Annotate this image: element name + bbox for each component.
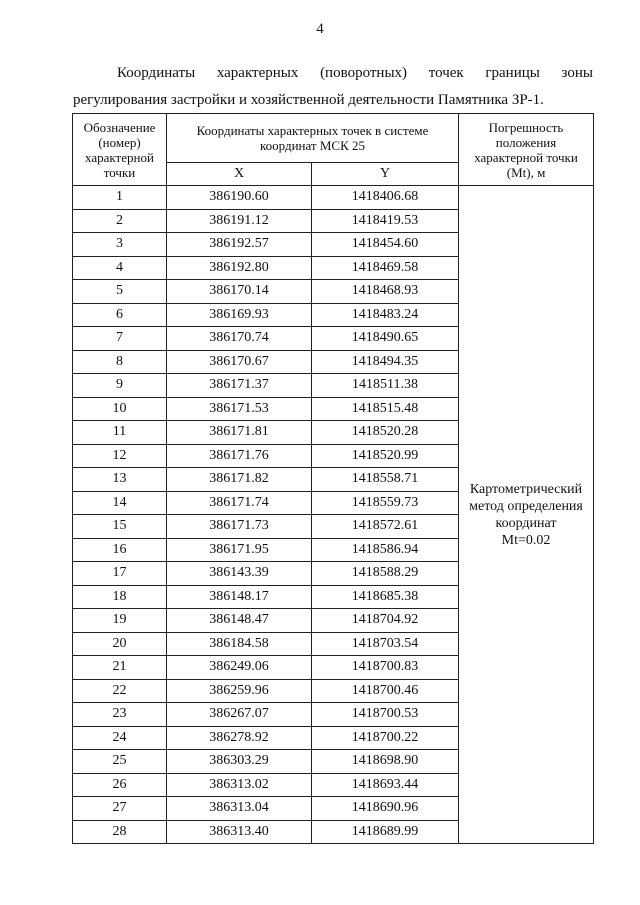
y-coordinate-cell: 1418515.48 — [312, 397, 459, 421]
point-number-cell: 9 — [73, 374, 167, 398]
x-coordinate-cell: 386143.39 — [167, 562, 312, 586]
x-coordinate-cell: 386170.74 — [167, 327, 312, 351]
x-coordinate-cell: 386267.07 — [167, 703, 312, 727]
header-point-number — [73, 114, 167, 186]
y-coordinate-cell: 1418700.53 — [312, 703, 459, 727]
header-point-line: Обозначение — [83, 119, 156, 135]
intro-paragraph — [73, 60, 593, 114]
point-number-cell: 11 — [73, 421, 167, 445]
y-coordinate-cell: 1418572.61 — [312, 515, 459, 539]
point-number-cell: 27 — [73, 797, 167, 821]
error-method-cell — [459, 186, 594, 844]
intro-word: (поворотных) — [320, 65, 408, 81]
y-coordinate-cell: 1418700.22 — [312, 726, 459, 750]
y-coordinate-cell: 1418698.90 — [312, 750, 459, 774]
x-coordinate-cell: 386184.58 — [167, 632, 312, 656]
point-number-cell: 5 — [73, 280, 167, 304]
y-coordinate-cell: 1418559.73 — [312, 491, 459, 515]
x-coordinate-cell: 386313.04 — [167, 797, 312, 821]
header-error — [459, 114, 594, 186]
x-coordinate-cell: 386171.95 — [167, 538, 312, 562]
point-number-cell: 6 — [73, 303, 167, 327]
point-number-cell: 2 — [73, 209, 167, 233]
x-coordinate-cell: 386171.81 — [167, 421, 312, 445]
y-coordinate-cell: 1418700.46 — [312, 679, 459, 703]
x-coordinate-cell: 386303.29 — [167, 750, 312, 774]
x-coordinate-cell: 386313.02 — [167, 773, 312, 797]
x-coordinate-cell: 386171.37 — [167, 374, 312, 398]
point-number-cell: 13 — [73, 468, 167, 492]
y-coordinate-cell: 1418586.94 — [312, 538, 459, 562]
point-number-cell: 1 — [73, 186, 167, 210]
point-number-cell: 28 — [73, 820, 167, 844]
point-number-cell: 25 — [73, 750, 167, 774]
header-point-line: (номер) — [98, 134, 141, 150]
y-coordinate-cell: 1418406.68 — [312, 186, 459, 210]
point-number-cell: 22 — [73, 679, 167, 703]
page-number: 4 — [316, 21, 324, 37]
intro-word: зоны — [561, 65, 593, 81]
x-coordinate-cell: 386171.82 — [167, 468, 312, 492]
intro-line-1 — [73, 60, 593, 87]
x-coordinate-cell: 386171.74 — [167, 491, 312, 515]
point-number-cell: 4 — [73, 256, 167, 280]
x-coordinate-cell: 386192.57 — [167, 233, 312, 257]
intro-word: характерных — [216, 65, 299, 81]
y-coordinate-cell: 1418419.53 — [312, 209, 459, 233]
point-number-cell: 3 — [73, 233, 167, 257]
point-number-cell: 21 — [73, 656, 167, 680]
x-coordinate-cell: 386148.47 — [167, 609, 312, 633]
y-coordinate-cell: 1418588.29 — [312, 562, 459, 586]
point-number-cell: 12 — [73, 444, 167, 468]
x-coordinate-cell: 386191.12 — [167, 209, 312, 233]
error-method-line: Картометрический — [469, 481, 583, 497]
point-number-cell: 7 — [73, 327, 167, 351]
point-number-cell: 15 — [73, 515, 167, 539]
x-coordinate-cell: 386278.92 — [167, 726, 312, 750]
header-y: Y — [312, 163, 459, 186]
x-coordinate-cell: 386170.67 — [167, 350, 312, 374]
header-point-line: точки — [103, 164, 136, 180]
x-coordinate-cell: 386192.80 — [167, 256, 312, 280]
intro-word: границы — [485, 65, 540, 81]
header-error-line: Погрешность — [488, 119, 564, 135]
y-coordinate-cell: 1418469.58 — [312, 256, 459, 280]
header-error-line: положения — [495, 134, 557, 150]
x-coordinate-cell: 386169.93 — [167, 303, 312, 327]
error-method-line: координат — [495, 515, 557, 531]
point-number-cell: 8 — [73, 350, 167, 374]
error-method-line: метод определения — [469, 498, 583, 514]
y-coordinate-cell: 1418494.35 — [312, 350, 459, 374]
point-number-cell: 23 — [73, 703, 167, 727]
point-number-cell: 20 — [73, 632, 167, 656]
x-coordinate-cell: 386171.73 — [167, 515, 312, 539]
x-coordinate-cell: 386190.60 — [167, 186, 312, 210]
point-number-cell: 19 — [73, 609, 167, 633]
point-number-cell: 17 — [73, 562, 167, 586]
y-coordinate-cell: 1418490.65 — [312, 327, 459, 351]
header-error-line: (Mt), м — [506, 164, 546, 180]
point-number-cell: 24 — [73, 726, 167, 750]
point-number-cell: 18 — [73, 585, 167, 609]
y-coordinate-cell: 1418468.93 — [312, 280, 459, 304]
x-coordinate-cell: 386171.53 — [167, 397, 312, 421]
header-system-line: координат МСК 25 — [259, 138, 366, 153]
y-coordinate-cell: 1418520.99 — [312, 444, 459, 468]
point-number-cell: 26 — [73, 773, 167, 797]
y-coordinate-cell: 1418685.38 — [312, 585, 459, 609]
intro-word: Координаты — [117, 65, 196, 81]
point-number-cell: 14 — [73, 491, 167, 515]
y-coordinate-cell: 1418693.44 — [312, 773, 459, 797]
header-error-line: характерной точки — [474, 149, 578, 165]
intro-line-2: регулирования застройки и хозяйственной деятельности Памятника ЗР-1. — [73, 92, 544, 108]
coordinates-table — [72, 113, 594, 844]
y-coordinate-cell: 1418454.60 — [312, 233, 459, 257]
point-number-cell: 10 — [73, 397, 167, 421]
y-coordinate-cell: 1418511.38 — [312, 374, 459, 398]
y-coordinate-cell: 1418704.92 — [312, 609, 459, 633]
error-method-line: Mt=0.02 — [501, 532, 551, 548]
header-coordinate-system — [167, 114, 459, 163]
y-coordinate-cell: 1418700.83 — [312, 656, 459, 680]
x-coordinate-cell: 386170.14 — [167, 280, 312, 304]
table-body — [73, 186, 594, 844]
x-coordinate-cell: 386259.96 — [167, 679, 312, 703]
header-point-line: характерной — [85, 149, 154, 165]
y-coordinate-cell: 1418689.99 — [312, 820, 459, 844]
y-coordinate-cell: 1418703.54 — [312, 632, 459, 656]
x-coordinate-cell: 386249.06 — [167, 656, 312, 680]
y-coordinate-cell: 1418690.96 — [312, 797, 459, 821]
y-coordinate-cell: 1418558.71 — [312, 468, 459, 492]
table-row — [73, 186, 594, 210]
y-coordinate-cell: 1418483.24 — [312, 303, 459, 327]
y-coordinate-cell: 1418520.28 — [312, 421, 459, 445]
header-system-line: Координаты характерных точек в системе — [196, 123, 429, 138]
point-number-cell: 16 — [73, 538, 167, 562]
header-x: X — [167, 163, 312, 186]
x-coordinate-cell: 386148.17 — [167, 585, 312, 609]
x-coordinate-cell: 386171.76 — [167, 444, 312, 468]
x-coordinate-cell: 386313.40 — [167, 820, 312, 844]
intro-word: точек — [428, 65, 464, 81]
